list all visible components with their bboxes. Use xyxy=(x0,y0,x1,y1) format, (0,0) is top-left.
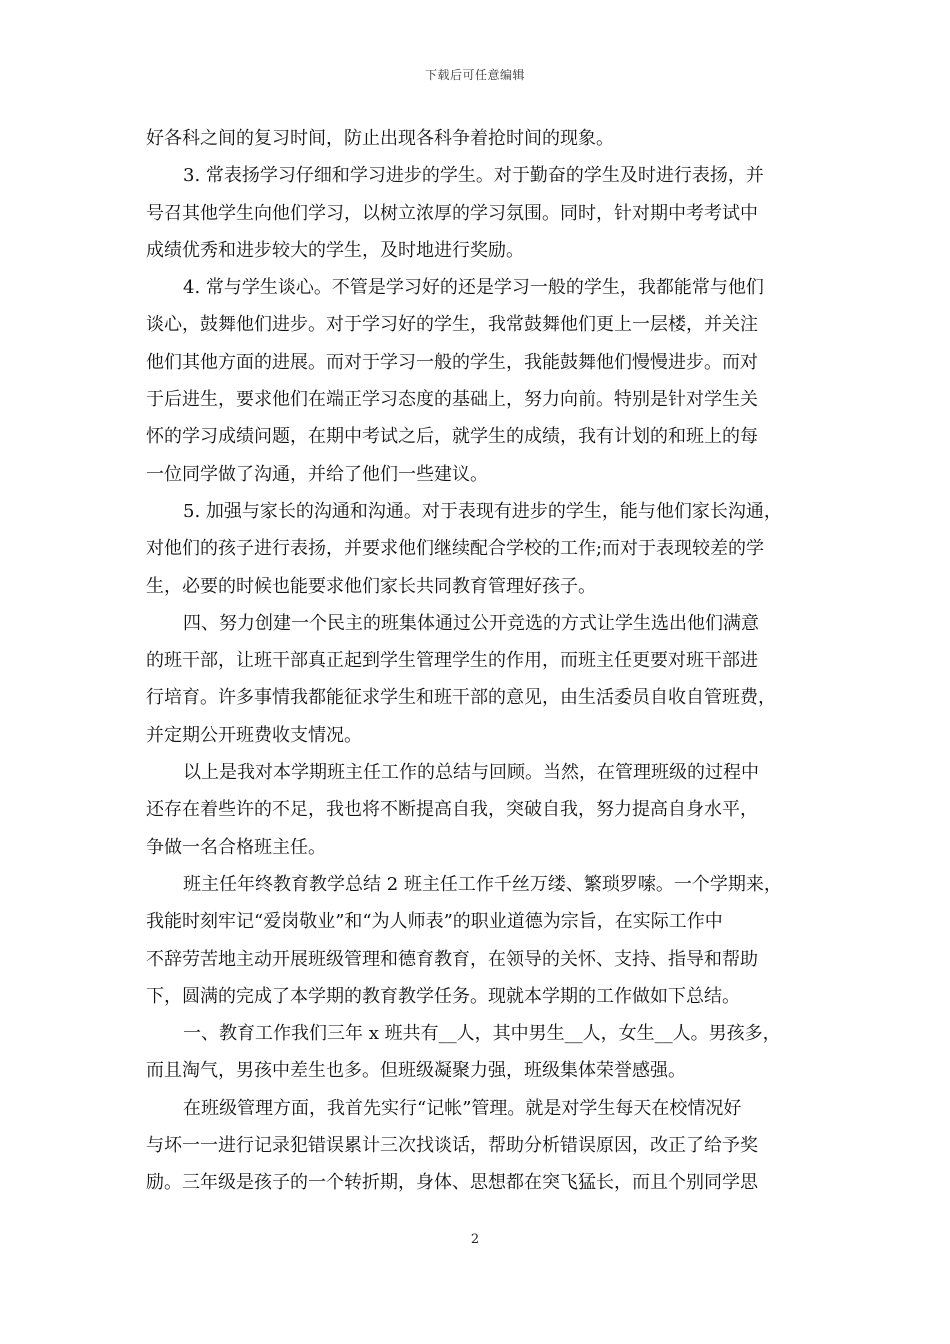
text-line: 生，必要的时候也能要求他们家长共同教育管理好孩子。 xyxy=(146,575,596,597)
text-line: 4. 常与学生谈心。不管是学习好的还是学习一般的学生，我都能常与他们 xyxy=(183,277,764,299)
text-line: 5. 加强与家长的沟通和沟通。对于表现有进步的学生，能与他们家长沟通， xyxy=(183,500,782,522)
document-body xyxy=(146,120,808,1202)
text-line: 于后进生，要求他们在端正学习态度的基础上，努力向前。特别是针对学生关 xyxy=(146,389,758,411)
text-line: 以上是我对本学期班主任工作的总结与回顾。当然，在管理班级的过程中 xyxy=(183,762,759,784)
text-line: 与坏一一进行记录犯错误累计三次找谈话，帮助分析错误原因，改正了给予奖 xyxy=(146,1135,758,1157)
text-line: 四、努力创建一个民主的班集体通过公开竞选的方式让学生选出他们满意 xyxy=(183,612,759,634)
text-line: 一位同学做了沟通，并给了他们一些建议。 xyxy=(146,463,488,485)
text-line: 我能时刻牢记“爱岗敬业”和“为人师表”的职业道德为宗旨，在实际工作中 xyxy=(146,911,723,933)
text-line: 争做一名合格班主任。 xyxy=(146,836,326,858)
text-line: 励。三年级是孩子的一个转折期，身体、思想都在突飞猛长，而且个别同学思 xyxy=(146,1172,758,1194)
text-line: 在班级管理方面，我首先实行“记帐”管理。就是对学生每天在校情况好 xyxy=(183,1097,742,1119)
text-line: 班主任年终教育教学总结 2 班主任工作千丝万缕、繁琐罗嗦。一个学期来， xyxy=(183,873,782,895)
text-line: 行培育。许多事情我都能征求学生和班干部的意见，由生活委员自收自管班费， xyxy=(146,687,776,709)
text-line: 不辞劳苦地主动开展班级管理和德育教育，在领导的关怀、支持、指导和帮助 xyxy=(146,948,758,970)
text-line: 并定期公开班费收支情况。 xyxy=(146,724,362,746)
page-header: 下载后可任意编辑 xyxy=(424,68,525,82)
page-number: 2 xyxy=(470,1232,480,1247)
text-line: 的班干部，让班干部真正起到学生管理学生的作用，而班主任更要对班干部进 xyxy=(146,650,758,672)
text-line: 号召其他学生向他们学习，以树立浓厚的学习氛围。同时，针对期中考考试中 xyxy=(146,202,758,224)
text-line: 对他们的孩子进行表扬，并要求他们继续配合学校的工作;而对于表现较差的学 xyxy=(146,538,765,560)
text-line: 而且淘气，男孩中差生也多。但班级凝聚力强，班级集体荣誉感强。 xyxy=(146,1060,686,1082)
text-line: 好各科之间的复习时间，防止出现各科争着抢时间的现象。 xyxy=(146,128,614,149)
text-line: 成绩优秀和进步较大的学生，及时地进行奖励。 xyxy=(146,239,524,261)
text-line: 一、教育工作我们三年 x 班共有__人，其中男生__人，女生__人。男孩多， xyxy=(183,1023,781,1045)
text-line: 怀的学习成绩问题，在期中考试之后，就学生的成绩，我有计划的和班上的每 xyxy=(146,426,758,448)
text-line: 下，圆满的完成了本学期的教育教学任务。现就本学期的工作做如下总结。 xyxy=(146,985,740,1007)
text-line: 3. 常表扬学习仔细和学习进步的学生。对于勤奋的学生及时进行表扬，并 xyxy=(183,165,764,187)
text-line: 他们其他方面的进展。而对于学习一般的学生，我能鼓舞他们慢慢进步。而对 xyxy=(146,351,758,373)
text-line: 谈心，鼓舞他们进步。对于学习好的学生，我常鼓舞他们更上一层楼，并关注 xyxy=(146,314,758,336)
text-line: 还存在着些许的不足，我也将不断提高自我，突破自我，努力提高自身水平， xyxy=(146,799,758,821)
